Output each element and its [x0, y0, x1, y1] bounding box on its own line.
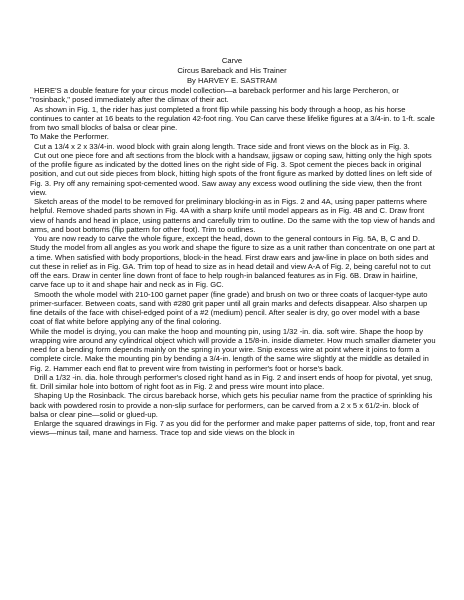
- paragraph-enlarge: Enlarge the squared drawings in Fig. 7 as you did for the performer and make paper patterns of side, top, front and rear views—minus tail, mane and harness. Trace top and side views on the block in: [30, 419, 436, 438]
- article-header: [0, 56, 464, 86]
- paragraph-intro: HERE'S a double feature for your circus model collection—a bareback performer and his large Percheron, or "rosinback," posed immediately after the climax of their act.: [30, 86, 399, 105]
- paragraph-fig1: As shown in Fig. 1, the rider has just completed a front flip while passing his body through a hoop, as his horse continues to canter at 16 beats to the regulation 42-foot ring. You Can carve these lifelike figures at a 3/4-in. to 1-ft. scale from two small blocks of balsa or clear pine.: [30, 104, 435, 132]
- article-subtitle: Circus Bareback and His Trainer: [177, 66, 287, 75]
- section-heading-performer: To Make the Performer.: [30, 132, 109, 142]
- paragraph-drill: Drill a 1/32 -in. dia. hole through performer's closed right hand as in Fig. 2 and insert ends of hoop for pivotal, yet snug, fit. Drill similar hole into bottom of right foot as in Fig. 2 and press wire mount into place.: [30, 372, 433, 391]
- paragraph-carve-figure: You are now ready to carve the whole figure, except the head, down to the general contours in Fig. 5A, B, C and D. Study the model from all angles as you work and shape the figure to size as a unit rather than concentrate on one part at a time. When satisfied with body proportions, block-in the head. First draw ears and jaw-line in place on both sides and cut these in relief as in Fig. GA. Trim top of head to size as in head detail and view A-A of Fig. 2, being careful not to cut off the ears. Draw in center line down front of face to help rough-in balanced features as in Fig. 6B. Draw in hairline, carve face up to it and shape hair and neck as in Fig. GC.: [30, 234, 435, 290]
- article-body: [30, 86, 436, 438]
- paragraph-hoop: While the model is drying, you can make the hoop and mounting pin, using 1/32 -in. dia. soft wire. Shape the hoop by wrapping wire around any cylindrical object which will provide a 15/8-in. inside diameter. How much smaller diameter you need for a bending form depends mainly on the spring in your wire. Snip excess wire at point where it joins to form a complete circle. Make the mounting pin by bending a 3/4-in. length of the same wire slightly at the middle as detailed in Fig. 2. Hammer each end flat to prevent wire from twisting in performer's foot or horse's back.: [30, 326, 436, 373]
- paragraph-sketch: Sketch areas of the model to be removed for preliminary blocking-in as in Figs. 2 and 4A, using paper patterns where helpful. Remove shaded parts shown in Fig. 4A with a sharp knife until model appears as in Fig. 4B and C. Draw front view of hands and head in place, using patterns and carefully trim to outline. Do the same with the top view of hands and arms, and boot bottoms (flip pattern for other foot). Trim to outlines.: [30, 197, 435, 234]
- article-byline: By HARVEY E. SASTRAM: [186, 76, 278, 85]
- paragraph-rosinback: Shaping Up the Rosinback. The circus bareback horse, which gets his peculiar name from the practice of sprinkling his back with powdered rosin to provide a non-slip surface for performers, can be carved from a 2 x 5 x 61/2-in. block of balsa or clear pine—solid or glued-up.: [30, 391, 433, 419]
- paragraph-cut-block: Cut a 13/4 x 2 x 33/4-in. wood block with grain along length. Trace side and front views on the block as in Fig. 3.: [34, 141, 410, 151]
- paragraph-sawing: Cut out one piece fore and aft sections from the block with a handsaw, jigsaw or coping saw, hitting only the high spots of the profile figure as indicated by the dotted lines on the right side of Fig. 3. Spot cement the pieces back in original position, and cut out side pieces from block, hitting high spots of the front figure as marked by dotted lines on left side of Fig. 3. Pry off any remaining spot-cemented wood. Saw away any excess wood outlining the side view, then the front view.: [30, 150, 432, 197]
- paragraph-smoothing: Smooth the whole model with 210-100 garnet paper (fine grade) and brush on two or three coats of lacquer-type auto primer-surfacer. Between coats, sand with #280 grit paper until all grain marks and defects disappear. Also sharpen up fine details of the face with chisel-edged point of a #2 (medium) pencil. After sealer is dry, go over model with a base coat of flat white before applying any of the final coloring.: [30, 289, 428, 327]
- article-title: Carve: [221, 56, 243, 65]
